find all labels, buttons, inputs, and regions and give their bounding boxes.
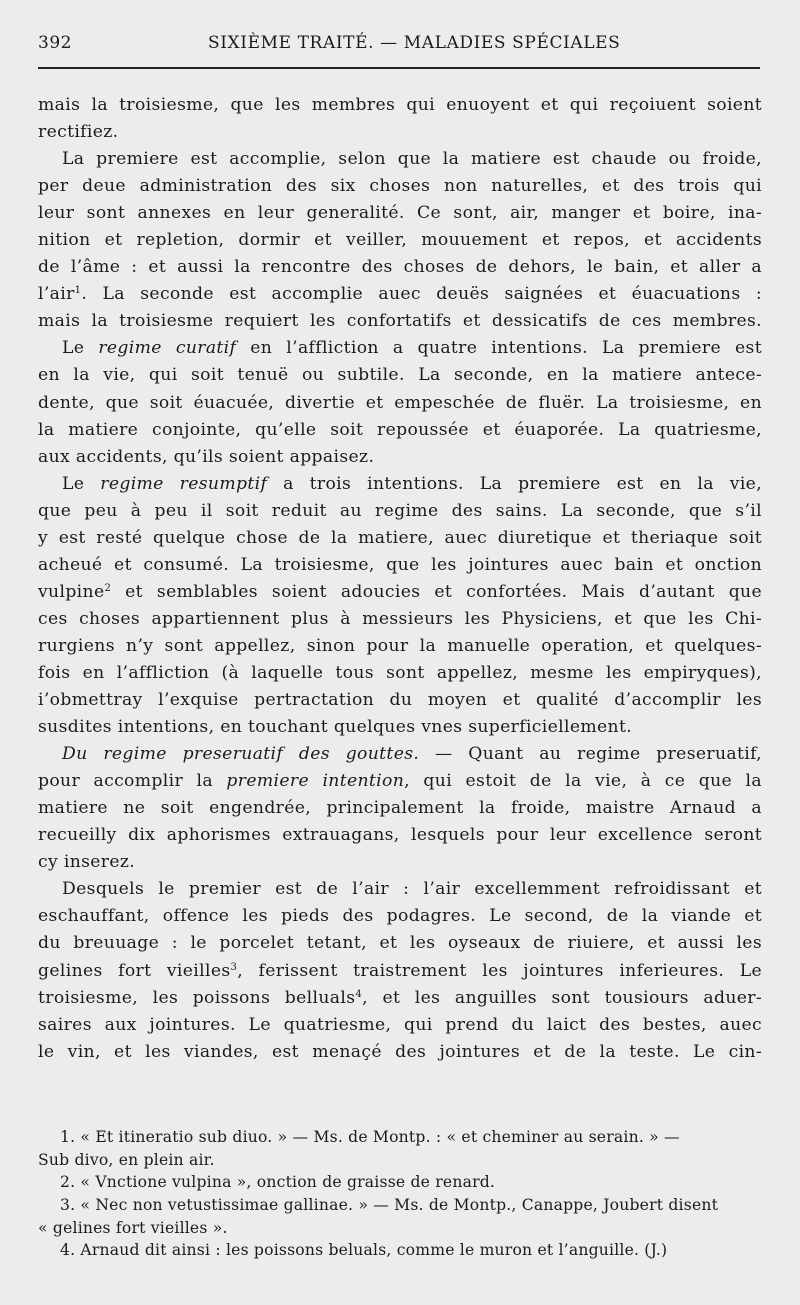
text-line: mais la troisiesme requiert les confortatifs et dessicatifs de ces membres. [38,311,762,332]
footnote-2: 2. « Vnctione vulpina », onction de graisse de renard. [60,1173,496,1192]
text-line [38,985,762,1012]
text-run: , qui estoit de la vie, à ce que la [404,771,762,792]
italic-heading: Du regime preseruatif des gouttes. [62,744,420,765]
paragraph-first-line: La premiere est accomplie, selon que la matiere est chaude ou froide, [62,149,762,170]
text-line [38,579,762,606]
text-line [38,958,762,985]
footnote-3-continued: « gelines fort vieilles ». [38,1218,228,1237]
page-number: 392 [38,33,72,53]
text-run: pour accomplir la [38,771,227,792]
text-line: dente, que soit éuacuée, divertie et empeschée de fluër. La troisiesme, en [38,392,762,413]
text-line: nition et repletion, dormir et veiller, mouuement et repos, et accidents [38,230,762,251]
text-line: du breuuage : le porcelet tetant, et les oyseaux de riuiere, et aussi les [38,933,762,954]
text-line [38,768,762,795]
footnote-ref-4: 4 [355,988,363,1000]
text-line: leur sont annexes en leur generalité. Ce sont, air, manger et boire, ina- [38,203,762,224]
main-text [38,92,762,1066]
text-line: acheué et consumé. La troisiesme, que les jointures auec bain et onction [38,554,762,575]
text-line: en la vie, qui soit tenuë ou subtile. La seconde, en la matiere antece- [38,365,762,386]
text-run: vulpine [38,581,105,602]
text-line: de l’âme : et aussi la rencontre des choses de dehors, le bain, et aller a [38,257,762,278]
italic-term: regime curatif [98,338,237,359]
footnote-ref-2: 2 [104,582,112,594]
text-run: troisiesme, les poissons belluals [38,987,356,1008]
text-line: y est resté quelque chose de la matiere, auec diuretique et theriaque soit [38,527,762,548]
footnote-ref-1: 1 [74,285,82,297]
text-line: aux accidents, qu’ils soient appaisez. [38,446,375,467]
paragraph-first-line [38,471,762,498]
footnote-1-continued: Sub divo, en plein air. [38,1150,215,1169]
text-line: per deue administration des six choses non naturelles, et des trois qui [38,176,762,197]
text-run: Le [62,338,99,359]
text-line: rurgiens n’y sont appellez, sinon pour la manuelle operation, et quelques- [38,635,762,656]
paragraph-first-line [38,335,762,362]
text-line: matiere ne soit engendrée, principalement la froide, maistre Arnaud a [38,798,762,819]
footnote-3: 3. « Nec non vetustissimae gallinae. » — Ms. de Montp., Canappe, Joubert disent [60,1196,719,1215]
italic-term: premiere intention [226,771,405,792]
text-line: mais la troisiesme, que les membres qui enuoyent et qui reçoiuent soient [38,95,762,115]
paragraph-first-line: Desquels le premier est de l’air : l’air excellemment refroidissant et [62,879,762,900]
text-run: l’air [38,284,75,305]
text-run: en l’affliction a quatre intentions. La premiere est [236,338,762,359]
footnote-1: 1. « Et itineratio sub diuo. » — Ms. de Montp. : « et cheminer au serain. » — [60,1128,680,1146]
text-line [38,281,762,308]
text-run: Le [62,473,101,494]
text-line: fois en l’affliction (à laquelle tous sont appellez, mesme les empiryques), [38,662,762,683]
text-run: et semblables soient adoucies et confortées. Mais d’autant que [111,581,762,602]
text-run: gelines fort vieilles [38,960,231,981]
text-line: le vin, et les viandes, est menaçé des jointures et de la teste. Le cin- [38,1041,762,1062]
text-run: a trois intentions. La premiere est en la vie, [267,473,763,494]
footnote-4: 4. Arnaud dit ainsi : les poissons beluals, comme le muron et l’anguille. (J.) [60,1241,668,1260]
text-line: cy inserez. [38,852,136,873]
text-line: la matiere conjointe, qu’elle soit repoussée et éuaporée. La quatriesme, [38,419,762,440]
footnotes [38,1126,766,1262]
paragraph-first-line [38,741,762,768]
text-line: susdites intentions, en touchant quelques vnes superficiellement. [38,717,633,738]
text-run: . La seconde est accomplie auec deuës saignées et éuacuations : [81,284,762,305]
footnote-ref-3: 3 [230,961,238,973]
text-run: , ferissent traistrement les jointures inferieures. Le [237,960,762,981]
text-line: i’obmettray l’exquise pertractation du moyen et qualité d’accomplir les [38,690,762,711]
text-run: , et les anguilles sont tousiours aduer- [362,987,762,1008]
text-run: — Quant au regime preseruatif, [419,744,762,765]
text-line: rectifiez. [38,122,119,143]
text-line: saires aux jointures. Le quatriesme, qui prend du laict des bestes, auec [38,1014,762,1035]
italic-term: regime resumptif [100,473,268,494]
text-line: eschauffant, offence les pieds des podagres. Le second, de la viande et [38,906,762,927]
text-line: recueilly dix aphorismes extrauagans, lesquels pour leur excellence seront [38,825,762,846]
running-title: SIXIÈME TRAITÉ. — MALADIES SPÉCIALES [208,33,621,53]
text-line: ces choses appartiennent plus à messieurs les Physiciens, et que les Chi- [38,608,762,629]
text-line: que peu à peu il soit reduit au regime des sains. La seconde, que s’il [38,500,762,521]
running-head [38,30,760,62]
header-rule [38,67,760,69]
